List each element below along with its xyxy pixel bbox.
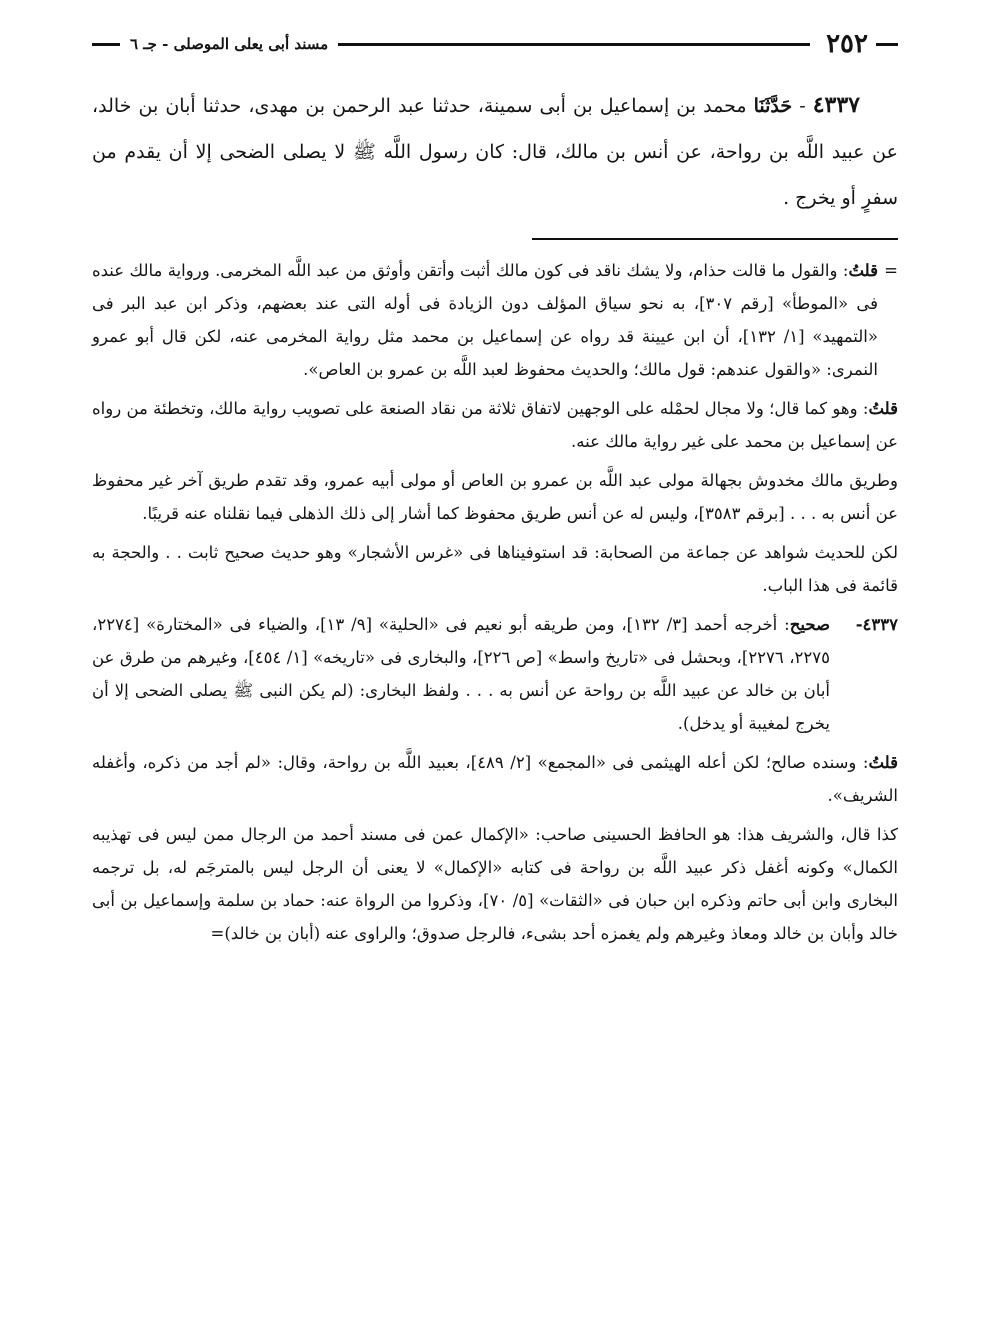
note-paragraph-2 <box>92 392 898 458</box>
note-text: لكن للحديث شواهد عن جماعة من الصحابة: قد استوفيناها فى «غرس الأشجار» وهو حديث صحيح ثابت . . والحجة به قائمة فى هذا الباب. <box>92 543 898 595</box>
note-paragraph-6 <box>92 746 898 812</box>
note-text: : أخرجه أحمد [٣/ ١٣٢]، ومن طريقه أبو نعيم فى «الحلية» [٩/ ١٣]، والضياء فى «المختارة» [٢٢٧٤، ٢٢٧٥، ٢٢٧٦]، وبحشل فى «تاريخ واسط» [ص ٢٢٦]، والبخارى فى «تاريخه» [١/ ٤٥٤]، وغيرهم من طرق عن أبان بن خالد عن عبيد اللَّه بن رواحة عن أنس به . . . ولفظ البخارى: (لم يكن النبى ﷺ يصلى الضحى إلا أن يخرج لمغيبة أو يدخل). <box>92 615 830 733</box>
note-text: وطريق مالك مخدوش بجهالة مولى عبد اللَّه بن عمرو بن العاص أو مولى أبيه عمرو، وقد تقدم طريق آخر غير محفوظ عن أنس به . . . [برقم ٣٥٨٣]، وليس له عن أنس طريق محفوظ كما أشار إلى ذلك الذهلى فيما نقلناه عنه قريبًا. <box>92 471 898 523</box>
note-text: : وهو كما قال؛ ولا مجال لحمْله على الوجهين لاتفاق ثلاثة من نقاد الصنعة على تصويب رواية مالك، وتخطئة من رواه عن إسماعيل بن محمد على غير رواية مالك عنه. <box>92 399 898 451</box>
page-header <box>92 26 898 62</box>
note-keyword: قلتُ <box>868 399 898 418</box>
hadith-dash: - <box>792 95 813 117</box>
header-dash-left <box>92 43 120 46</box>
header-rule <box>338 43 810 46</box>
note-paragraph-7 <box>92 818 898 950</box>
takhrij-paragraph <box>92 608 898 740</box>
header-dash-right <box>876 43 898 46</box>
note-paragraph-3 <box>92 464 898 530</box>
grading-keyword: صحيح <box>789 615 830 634</box>
note-keyword: قلتُ <box>848 261 878 280</box>
hadith-keyword: حَدَّثَنَا <box>753 95 793 117</box>
note-paragraph-4 <box>92 536 898 602</box>
hadith-text <box>92 82 898 221</box>
running-title: مسند أبى يعلى الموصلى - جـ ٦ <box>130 35 329 53</box>
hadith-body: محمد بن إسماعيل بن أبى سمينة، حدثنا عبد الرحمن بن مهدى، حدثنا أبان بن خالد، عن عبيد اللَّه بن رواحة، عن أنس بن مالك، قال: كان رسول اللَّه ﷺ لا يصلى الضحى إلا أن يقدم من سفرٍ أو يخرج . <box>92 95 898 209</box>
note-text: كذا قال، والشريف هذا: هو الحافظ الحسينى صاحب: «الإكمال عمن فى مسند أحمد من الرجال ممن ليس فى تهذيبه الكمال» وكونه أغفل ذكر عبيد اللَّه بن رواحة فى كتابه «الإكمال» لا يعنى أن الرجل ليس بالمترجَم له، بل ترجمه البخارى وابن أبى حاتم وذكره ابن حبان فى «الثقات» [٥/ ٧٠]، وذكروا من الرواة عنه: حماد بن سلمة وإسماعيل بن أبى خالد وأبان بن خالد ومعاذ وغيرهم ولم يغمزه أحد بشىء، فالرجل صدوق؛ والراوى عنه (أبان بن خالد)= <box>92 825 898 943</box>
hadith-number: ٤٣٣٧ <box>812 92 860 118</box>
footnotes <box>92 254 898 956</box>
takhrij-number: ٤٣٣٧- <box>855 615 898 634</box>
footnote-separator <box>532 238 898 240</box>
note-keyword: قلتُ <box>868 753 898 772</box>
note-text: : والقول ما قالت حذام، ولا يشك ناقد فى كون مالك أثبت وأتقن وأوثق من عبد اللَّه المخرمى. ورواية مالك عنده فى «الموطأ» [رقم ٣٠٧]، به نحو سياق المؤلف دون الزيادة فى أوله التى عند بعضهم، وذكر ابن عبد البر فى «التمهيد» [١/ ١٣٢]، أن ابن عيينة قد رواه عن إسماعيل بن محمد مثل رواية المخرمى عنه، لكن قال أبو عمرو النمرى: «والقول عندهم: قول مالك؛ والحديث محفوظ لعبد اللَّه بن عمرو بن العاص». <box>92 261 878 379</box>
page-number: ٢٥٢ <box>826 29 868 59</box>
note-text: : وسنده صالح؛ لكن أعله الهيثمى فى «المجمع» [٢/ ٤٨٩]، بعبيد اللَّه بن رواحة، وقال: «لم أجد من ذكره، وأغفله الشريف». <box>92 753 898 805</box>
continuation-mark: = <box>884 261 898 280</box>
note-paragraph-1 <box>92 254 898 386</box>
